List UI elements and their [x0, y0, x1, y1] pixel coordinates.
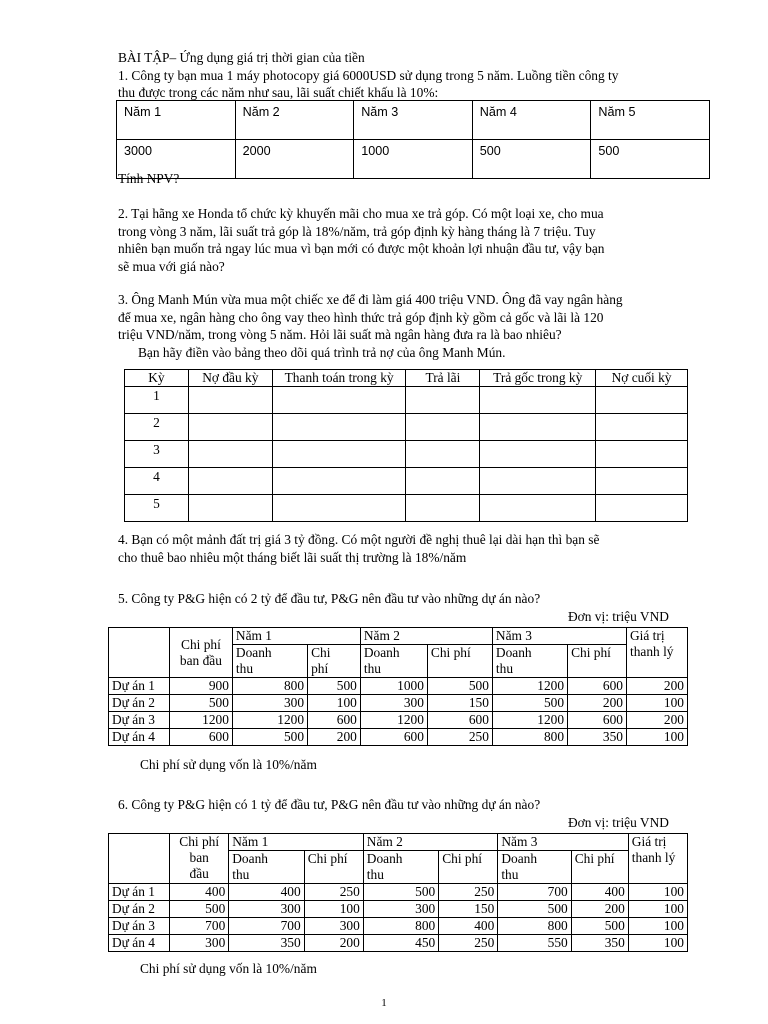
q4-block: [118, 531, 708, 566]
q6-question: 6. Công ty P&G hiện có 1 tỷ để đầu tư, P&G nên đầu tư vào những dự án nào?: [118, 797, 541, 812]
table-row: Dự án 1 900 800 500 1000 500 1200 600 200: [109, 678, 688, 695]
q1-line-2: thu được trong các năm như sau, lãi suất chiết khấu là 10%:: [118, 85, 439, 100]
q3-header-cell: Trả lãi: [406, 370, 480, 387]
q3-header-cell: Trả gốc trong kỳ: [480, 370, 596, 387]
table-row: [125, 441, 688, 468]
exercise-title-block: [118, 49, 708, 102]
q6-cost-header: Chi phí: [439, 851, 498, 884]
q4-line-1: 4. Bạn có một mảnh đất trị giá 3 tỷ đồng. Có một người đề nghị thuê lại dài hạn thì bạn sẽ: [118, 532, 600, 547]
q5-project-name: Dự án 4: [109, 729, 170, 746]
table-row: [125, 387, 688, 414]
q3-period-cell: 5: [125, 495, 189, 522]
table-row: [125, 468, 688, 495]
q3-header-cell: Nợ đầu kỳ: [188, 370, 272, 387]
q5-question: 5. Công ty P&G hiện có 2 tỷ để đầu tư, P&G nên đầu tư vào những dự án nào?: [118, 591, 541, 606]
q2-line-2: trong vòng 3 năm, lãi suất trả góp là 18%/năm, trả góp định kỳ hàng tháng là 7 triệu. Tuy: [118, 223, 596, 239]
table-row: Dự án 2 500 300 100 300 150 500 200 100: [109, 695, 688, 712]
q6-year-header: Năm 3: [498, 834, 628, 851]
q2-line-4: sẽ mua với giá nào?: [118, 258, 225, 274]
q6-project-name: Dự án 3: [109, 918, 170, 935]
q1-after: [118, 170, 708, 188]
q3-period-cell: 3: [125, 441, 189, 468]
q3-instruction: Bạn hãy điền vào bảng theo dõi quá trình trả nợ của ông Manh Mún.: [138, 344, 506, 360]
q5-projects-table: [108, 627, 688, 746]
q6-year-header: Năm 1: [229, 834, 364, 851]
q3-period-cell: 2: [125, 414, 189, 441]
q5-revenue-header: Doanh thu: [232, 645, 307, 678]
q2-line-1: 2. Tại hãng xe Honda tổ chức kỳ khuyến mãi cho mua xe trả góp. Có một loại xe, cho mua: [118, 206, 604, 221]
page-number: 1: [381, 997, 387, 1009]
q5-cost-header: Chi phí: [427, 645, 492, 678]
q3-block: [118, 291, 708, 361]
table-row: Dự án 2 500 300 100 300 150 500 200 100: [109, 901, 688, 918]
table-row: [125, 495, 688, 522]
q5-year-header: Năm 3: [492, 628, 626, 645]
table-row: [125, 414, 688, 441]
table-row: Dự án 4 300 350 200 450 250 550 350 100: [109, 935, 688, 952]
table-row: Dự án 1 400 400 250 500 250 700 400 100: [109, 884, 688, 901]
q2-block: [118, 205, 708, 275]
q5-salvage-header: Giá trị thanh lý: [626, 628, 687, 678]
q1-npv-question: Tính NPV?: [118, 171, 180, 186]
q6-capital-cost-note: Chi phí sử dụng vốn là 10%/năm: [140, 961, 317, 976]
q6-revenue-header: Doanh thu: [498, 851, 571, 884]
q1-value-cell: 500: [591, 140, 710, 179]
q1-value-cell: 1000: [354, 140, 473, 179]
q6-cost-header: Chi phí: [571, 851, 628, 884]
q6-year-header: Năm 2: [363, 834, 498, 851]
q3-header-cell: Thanh toán trong kỳ: [272, 370, 406, 387]
q6-revenue-header: Doanh thu: [363, 851, 438, 884]
q6-cost-header: Chi phí: [304, 851, 363, 884]
q5-block: [118, 590, 708, 608]
q3-line-2: để mua xe, ngân hàng cho ông vay theo hình thức trả góp định kỳ gồm cả gốc và lãi là 120: [118, 309, 604, 325]
q1-header-cell: Năm 2: [235, 101, 354, 140]
q1-cashflow-table: [116, 100, 710, 179]
q2-line-3: nhiên bạn muốn trả ngay lúc mua vì bạn mới có được một khoản lợi nhuận đầu tư, vậy bạn: [118, 241, 605, 256]
q6-initial-cost-header: Chi phí ban đầu: [170, 834, 229, 884]
q5-year-header: Năm 2: [360, 628, 492, 645]
q1-header-cell: Năm 1: [117, 101, 236, 140]
table-row: Dự án 3 1200 1200 600 1200 600 1200 600 200: [109, 712, 688, 729]
q3-header-cell: Nợ cuối kỳ: [596, 370, 688, 387]
exercise-title: BÀI TẬP– Ứng dụng giá trị thời gian của tiền: [118, 50, 365, 65]
q4-line-2: cho thuê bao nhiêu một tháng biết lãi suất thị trường là 18%/năm: [118, 549, 467, 565]
q5-initial-cost-header: Chi phí ban đầu: [169, 628, 232, 678]
q5-cost-header: Chi phí: [308, 645, 361, 678]
q3-header-cell: Kỳ: [125, 370, 189, 387]
table-row: [117, 101, 710, 140]
q5-cost-header: Chi phí: [568, 645, 627, 678]
q5-project-name: Dự án 2: [109, 695, 170, 712]
q5-year-header: Năm 1: [232, 628, 360, 645]
q6-projects-table: [108, 833, 688, 952]
table-row: [125, 370, 688, 387]
q1-header-cell: Năm 5: [591, 101, 710, 140]
q1-line-1: 1. Công ty bạn mua 1 máy photocopy giá 6000USD sử dụng trong 5 năm. Luồng tiền công ty: [118, 67, 619, 83]
q1-value-cell: 3000: [117, 140, 236, 179]
q1-value-cell: 500: [472, 140, 591, 179]
q5-revenue-header: Doanh thu: [360, 645, 427, 678]
q6-project-name: Dự án 2: [109, 901, 170, 918]
q5-unit: Đơn vị: triệu VND: [568, 609, 669, 624]
q3-period-cell: 4: [125, 468, 189, 495]
q6-project-name: Dự án 4: [109, 935, 170, 952]
table-row: Dự án 3 700 700 300 800 400 800 500 100: [109, 918, 688, 935]
q1-value-cell: 2000: [235, 140, 354, 179]
table-row: [109, 628, 688, 645]
q1-header-cell: Năm 3: [354, 101, 473, 140]
q6-salvage-header: Giá trị thanh lý: [628, 834, 687, 884]
q3-line-3: triệu VND/năm, trong vòng 5 năm. Hỏi lãi suất mà ngân hàng đưa ra là bao nhiêu?: [118, 327, 562, 342]
q3-period-cell: 1: [125, 387, 189, 414]
q6-block: [118, 796, 708, 814]
q5-revenue-header: Doanh thu: [492, 645, 567, 678]
q5-project-name: Dự án 1: [109, 678, 170, 695]
q6-project-name: Dự án 1: [109, 884, 170, 901]
table-row: Dự án 4 600 500 200 600 250 800 350 100: [109, 729, 688, 746]
q6-revenue-header: Doanh thu: [229, 851, 304, 884]
q3-line-1: 3. Ông Manh Mún vừa mua một chiếc xe để đi làm giá 400 triệu VND. Ông đã vay ngân hàng: [118, 292, 623, 307]
q5-capital-cost-note: Chi phí sử dụng vốn là 10%/năm: [140, 757, 317, 772]
q1-header-cell: Năm 4: [472, 101, 591, 140]
table-row: [109, 834, 688, 851]
q5-project-name: Dự án 3: [109, 712, 170, 729]
q6-unit: Đơn vị: triệu VND: [568, 815, 669, 830]
q3-repayment-table: [124, 369, 688, 522]
